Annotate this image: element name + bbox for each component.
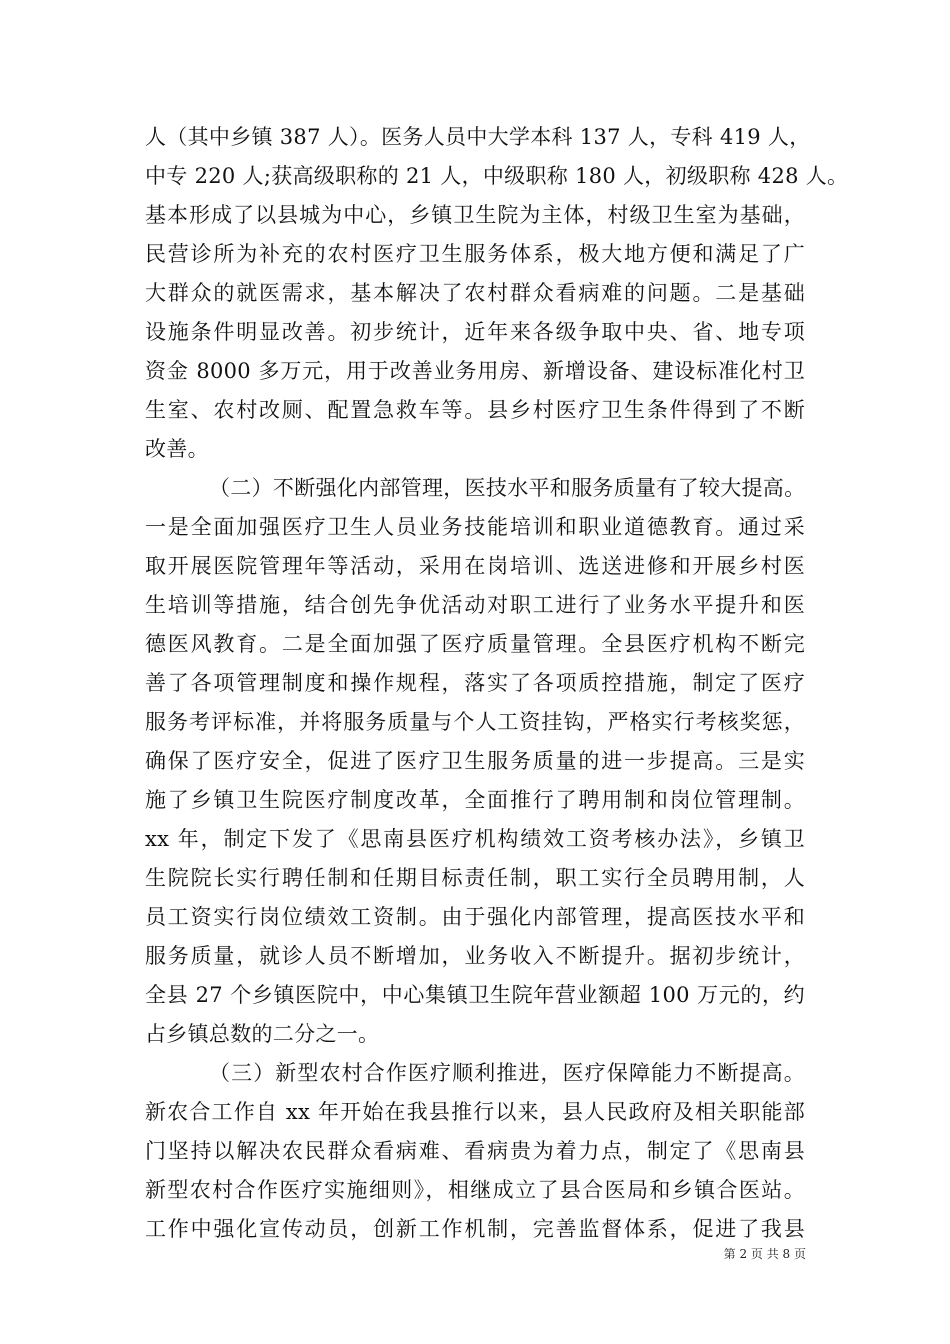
text-line: 资金 8000 多万元，用于改善业务用房、新增设备、建设标准化村卫 [145,359,805,383]
text-line: 门坚持以解决农民群众看病难、看病贵为着力点，制定了《思南县 [145,1139,805,1163]
text-line: xx 年，制定下发了《思南县医疗机构绩效工资考核办法》，乡镇卫 [145,827,805,851]
section-heading-line: （二）不断强化内部管理，医技水平和服务质量有了较大提高。 [209,476,806,500]
text-line: 民营诊所为补充的农村医疗卫生服务体系，极大地方便和满足了广 [145,242,805,266]
text-line: 服务考评标准，并将服务质量与个人工资挂钩，严格实行考核奖惩， [145,710,805,734]
text-line: 改善。 [145,437,209,461]
text-line: 员工资实行岗位绩效工资制。由于强化内部管理，提高医技水平和 [145,905,805,929]
text-line: 设施条件明显改善。初步统计，近年来各级争取中央、省、地专项 [145,320,805,344]
text-line: 新型农村合作医疗实施细则》，相继成立了县合医局和乡镇合医站。 [145,1178,805,1202]
text-line: 全县 27 个乡镇医院中，中心集镇卫生院年营业额超 100 万元的，约 [145,983,805,1007]
text-line: 基本形成了以县城为中心，乡镇卫生院为主体，村级卫生室为基础， [145,203,805,227]
text-line: 一是全面加强医疗卫生人员业务技能培训和职业道德教育。通过采 [145,515,805,539]
text-line: 生培训等措施，结合创先争优活动对职工进行了业务水平提升和医 [145,593,805,617]
text-line: 大群众的就医需求，基本解决了农村群众看病难的问题。二是基础 [145,281,805,305]
text-line: 人（其中乡镇 387 人）。医务人员中大学本科 137 人，专科 419 人， [145,125,811,149]
text-line: 工作中强化宣传动员，创新工作机制，完善监督体系，促进了我县 [145,1217,805,1241]
text-line: 服务质量，就诊人员不断增加，业务收入不断提升。据初步统计， [145,944,805,968]
text-line: 新农合工作自 xx 年开始在我县推行以来，县人民政府及相关职能部 [145,1100,805,1124]
text-line: 德医风教育。二是全面加强了医疗质量管理。全县医疗机构不断完 [145,632,805,656]
text-line: 确保了医疗安全，促进了医疗卫生服务质量的进一步提高。三是实 [145,749,805,773]
text-line: 中专 220 人;获高级职称的 21 人，中级职称 180 人，初级职称 428 人。 [145,164,849,188]
document-body [145,118,849,1249]
text-line: 善了各项管理制度和操作规程，落实了各项质控措施，制定了医疗 [145,671,805,695]
text-line: 取开展医院管理年等活动，采用在岗培训、选送进修和开展乡村医 [145,554,805,578]
section-heading-line: （三）新型农村合作医疗顺利推进，医疗保障能力不断提高。 [209,1061,805,1085]
page-number-footer: 第 2 页 共 8 页 [723,1247,806,1261]
paragraph [145,469,805,1054]
paragraph [145,118,849,469]
paragraph [145,1054,805,1249]
text-line: 生院院长实行聘任制和任期目标责任制，职工实行全员聘用制，人 [145,866,805,890]
text-line: 占乡镇总数的二分之一。 [145,1022,380,1046]
text-line: 施了乡镇卫生院医疗制度改革，全面推行了聘用制和岗位管理制。 [145,788,805,812]
text-line: 生室、农村改厕、配置急救车等。县乡村医疗卫生条件得到了不断 [145,398,805,422]
